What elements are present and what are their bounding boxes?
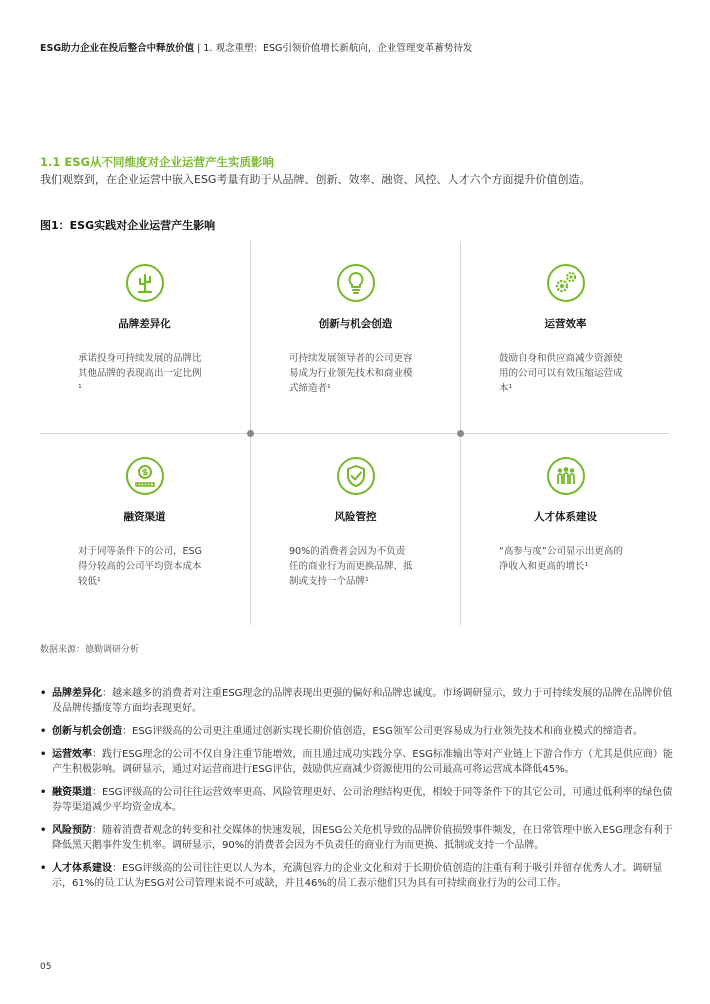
- section-intro: 我们观察到，在企业运营中嵌入ESG考量有助于从品牌、创新、效率、融资、风控、人才六个方面提升价值创造。: [40, 173, 591, 186]
- page-number: 05: [40, 962, 52, 972]
- cell-title: 运营效率: [544, 318, 587, 330]
- gears-icon: [546, 263, 586, 303]
- doc-title: ESG助力企业在投后整合中释放价值: [40, 43, 195, 54]
- cell-title: 风险管控: [334, 511, 377, 523]
- cell-title: 融资渠道: [123, 511, 166, 523]
- bullet-text: ：践行ESG理念的公司不仅自身注重节能增效，而且通过成功实践分享、ESG标准输出等对产业链上下游合作方（尤其是供应商）能产生积极影响。调研显示，通过对运营商进行ESG评估，鼓励供应商减少资源使用的公司最高可将运营成本降低45%。: [52, 749, 673, 775]
- impact-cell-talent: [461, 434, 670, 626]
- chapter-title: 1. 观念重塑：ESG引领价值增长新航向，企业管理变革蓄势待发: [203, 43, 473, 54]
- impact-grid: [40, 241, 669, 625]
- section-title: 1.1 ESG从不同维度对企业运营产生实质影响: [40, 155, 274, 169]
- cell-description: 可持续发展领导者的公司更容易成为行业领先技术和商业模式缔造者¹: [289, 353, 413, 394]
- cell-title: 品牌差异化: [118, 318, 171, 330]
- page-header: [40, 40, 680, 54]
- shield-icon: [336, 456, 376, 496]
- impact-cell-financing: [40, 434, 249, 626]
- cell-title: 人才体系建设: [534, 511, 597, 523]
- figure-source: 数据来源：德勤调研分析: [40, 645, 140, 655]
- bullet-text: ：ESG评级高的公司更注重通过创新实现长期价值创造，ESG领军公司更容易成为行业领先技术和商业模式的缔造者。: [122, 726, 643, 737]
- cell-description: 90%的消费者会因为不负责任的商业行为而更换品牌、抵制或支持一个品牌¹: [289, 546, 413, 587]
- bullet-label: 人才体系建设: [52, 863, 112, 874]
- cactus-icon: [125, 263, 165, 303]
- bullet-label: 风险预防: [52, 825, 92, 836]
- cell-description: 鼓励自身和供应商减少资源使用的公司可以有效压缩运营成本¹: [499, 353, 623, 394]
- bullet-text: ：随着消费者观念的转变和社交媒体的快速发展，因ESG公关危机导致的品牌价值损毁事件频发，在日常管理中嵌入ESG理念有利于降低黑天鹅事件发生机率。调研显示，90%的消费者会因为不负责任的商业行为而更换、抵制或支持一个品牌。: [52, 825, 673, 851]
- impact-cell-innovation: [251, 241, 460, 433]
- cell-description: 对于同等条件下的公司，ESG得分较高的公司平均资本成本较低¹: [78, 546, 202, 587]
- cell-description: 承诺投身可持续发展的品牌比其他品牌的表现高出一定比例¹: [78, 353, 202, 394]
- bullet-label: 创新与机会创造: [52, 726, 122, 737]
- impact-cell-risk: [251, 434, 460, 626]
- header-separator: |: [194, 43, 204, 54]
- cell-title: 创新与机会创造: [318, 318, 393, 330]
- list-item: [40, 686, 674, 716]
- lightbulb-icon: [336, 263, 376, 303]
- list-item: [40, 823, 674, 853]
- impact-cell-efficiency: [461, 241, 670, 433]
- money-icon: [125, 456, 165, 496]
- bullet-list: [40, 686, 674, 899]
- list-item: [40, 724, 674, 739]
- bullet-text: ：ESG评级高的公司往往更以人为本，充满包容力的企业文化和对于长期价值创造的注重有利于吸引并留存优秀人才。调研显示，61%的员工认为ESG对公司管理来说不可或缺，并且46%的员工表示他们只为具有可持续商业行为的公司工作。: [52, 863, 663, 889]
- bullet-label: 运营效率: [52, 749, 92, 760]
- impact-cell-brand: [40, 241, 249, 433]
- list-item: [40, 861, 674, 891]
- figure-title: 图1：ESG实践对企业运营产生影响: [40, 219, 216, 232]
- bullet-label: 品牌差异化: [52, 688, 102, 699]
- list-item: [40, 747, 674, 777]
- bullet-text: ：越来越多的消费者对注重ESG理念的品牌表现出更强的偏好和品牌忠诚度。市场调研显示，致力于可持续发展的品牌在品牌价值及品牌传播度等方面均表现更好。: [52, 688, 673, 714]
- bullet-text: ：ESG评级高的公司往往运营效率更高、风险管理更好、公司治理结构更优，相较于同等条件下的其它公司，可通过低利率的绿色债券等渠道减少平均资金成本。: [52, 787, 673, 813]
- cell-description: “高参与度”公司显示出更高的净收入和更高的增长¹: [499, 546, 623, 572]
- list-item: [40, 785, 674, 815]
- people-icon: [546, 456, 586, 496]
- bullet-label: 融资渠道: [52, 787, 92, 798]
